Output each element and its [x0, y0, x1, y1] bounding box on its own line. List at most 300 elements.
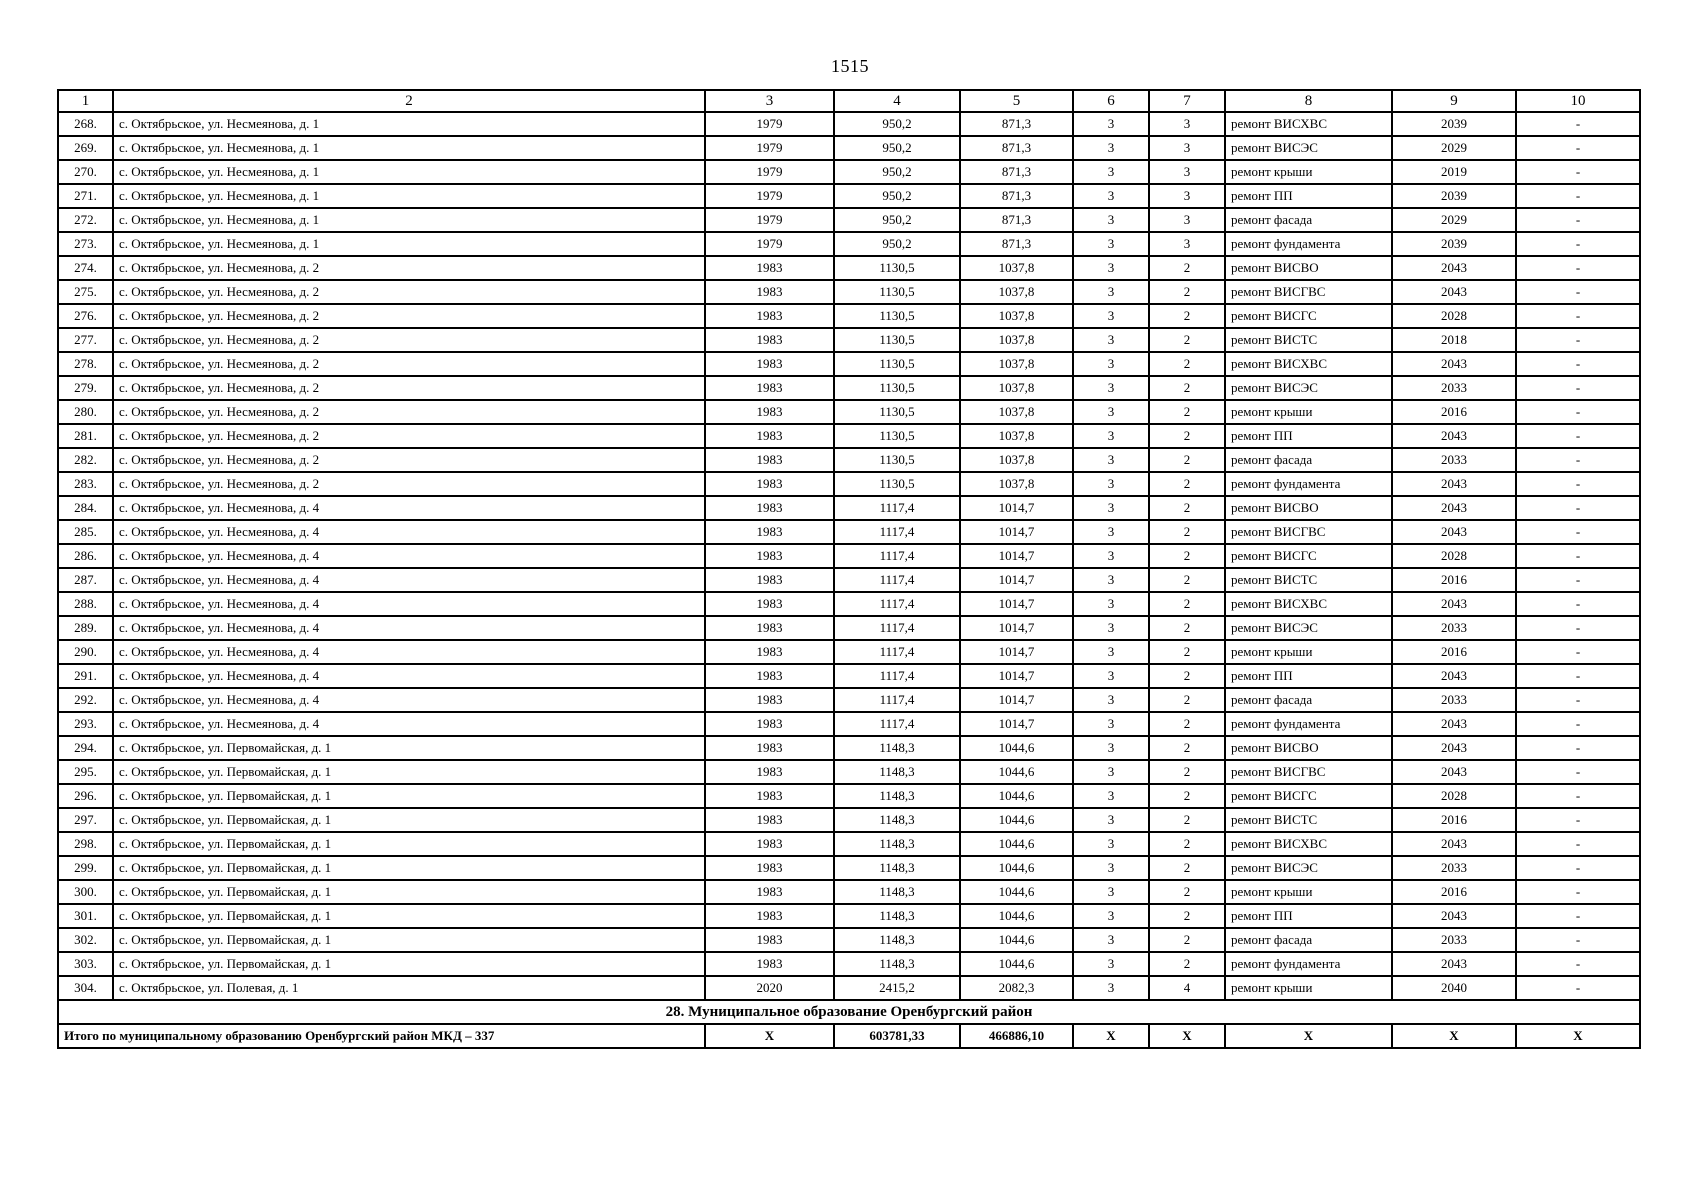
cell-col-5: 1037,8	[960, 472, 1073, 496]
cell-col-5: 1037,8	[960, 400, 1073, 424]
col-header-4: 4	[834, 90, 960, 112]
cell-col-1: 283.	[58, 472, 113, 496]
cell-col-9: 2043	[1392, 760, 1516, 784]
cell-col-1: 296.	[58, 784, 113, 808]
cell-col-4: 2415,2	[834, 976, 960, 1000]
cell-col-9: 2018	[1392, 328, 1516, 352]
table-row	[58, 232, 1640, 256]
cell-col-6: 3	[1073, 448, 1149, 472]
total-col-8: Х	[1225, 1024, 1392, 1048]
cell-col-7: 2	[1149, 256, 1225, 280]
cell-col-7: 3	[1149, 208, 1225, 232]
table-row	[58, 472, 1640, 496]
cell-col-6: 3	[1073, 232, 1149, 256]
table-row	[58, 136, 1640, 160]
cell-col-7: 2	[1149, 640, 1225, 664]
cell-col-6: 3	[1073, 376, 1149, 400]
cell-col-10: -	[1516, 712, 1640, 736]
cell-col-8: ремонт фасада	[1225, 928, 1392, 952]
cell-col-4: 950,2	[834, 232, 960, 256]
cell-col-10: -	[1516, 928, 1640, 952]
cell-col-5: 1037,8	[960, 448, 1073, 472]
col-header-5: 5	[960, 90, 1073, 112]
cell-col-8: ремонт ВИСТС	[1225, 328, 1392, 352]
table-row	[58, 832, 1640, 856]
cell-col-1: 277.	[58, 328, 113, 352]
total-col-4: 603781,33	[834, 1024, 960, 1048]
cell-col-1: 268.	[58, 112, 113, 136]
cell-col-4: 950,2	[834, 208, 960, 232]
cell-col-4: 1148,3	[834, 736, 960, 760]
cell-col-2: с. Октябрьское, ул. Первомайская, д. 1	[113, 952, 705, 976]
cell-col-3: 1983	[705, 760, 834, 784]
cell-col-3: 1983	[705, 832, 834, 856]
cell-col-8: ремонт ВИСЭС	[1225, 376, 1392, 400]
cell-col-6: 3	[1073, 280, 1149, 304]
cell-col-10: -	[1516, 496, 1640, 520]
cell-col-8: ремонт ВИСВО	[1225, 496, 1392, 520]
cell-col-3: 1983	[705, 664, 834, 688]
cell-col-1: 299.	[58, 856, 113, 880]
cell-col-1: 280.	[58, 400, 113, 424]
page-number: 1515	[831, 56, 869, 76]
col-header-7: 7	[1149, 90, 1225, 112]
cell-col-7: 2	[1149, 328, 1225, 352]
cell-col-2: с. Октябрьское, ул. Несмеянова, д. 1	[113, 208, 705, 232]
cell-col-8: ремонт ВИСЭС	[1225, 136, 1392, 160]
cell-col-8: ремонт ВИСЭС	[1225, 616, 1392, 640]
cell-col-7: 3	[1149, 184, 1225, 208]
cell-col-6: 3	[1073, 160, 1149, 184]
col-header-3: 3	[705, 90, 834, 112]
cell-col-4: 950,2	[834, 184, 960, 208]
cell-col-5: 1037,8	[960, 256, 1073, 280]
cell-col-7: 2	[1149, 592, 1225, 616]
cell-col-10: -	[1516, 904, 1640, 928]
cell-col-2: с. Октябрьское, ул. Первомайская, д. 1	[113, 880, 705, 904]
col-header-8: 8	[1225, 90, 1392, 112]
cell-col-3: 1983	[705, 640, 834, 664]
cell-col-10: -	[1516, 736, 1640, 760]
cell-col-7: 2	[1149, 904, 1225, 928]
cell-col-7: 2	[1149, 424, 1225, 448]
cell-col-6: 3	[1073, 304, 1149, 328]
cell-col-6: 3	[1073, 544, 1149, 568]
cell-col-3: 1983	[705, 400, 834, 424]
cell-col-1: 289.	[58, 616, 113, 640]
cell-col-5: 1037,8	[960, 328, 1073, 352]
table-row	[58, 112, 1640, 136]
cell-col-1: 270.	[58, 160, 113, 184]
cell-col-3: 1983	[705, 856, 834, 880]
cell-col-8: ремонт фундамента	[1225, 472, 1392, 496]
cell-col-1: 278.	[58, 352, 113, 376]
cell-col-2: с. Октябрьское, ул. Несмеянова, д. 1	[113, 136, 705, 160]
cell-col-10: -	[1516, 472, 1640, 496]
cell-col-7: 2	[1149, 520, 1225, 544]
cell-col-4: 1130,5	[834, 280, 960, 304]
cell-col-4: 1117,4	[834, 496, 960, 520]
cell-col-5: 871,3	[960, 112, 1073, 136]
cell-col-4: 1117,4	[834, 616, 960, 640]
table-row	[58, 688, 1640, 712]
cell-col-1: 273.	[58, 232, 113, 256]
cell-col-1: 284.	[58, 496, 113, 520]
cell-col-10: -	[1516, 760, 1640, 784]
col-header-6: 6	[1073, 90, 1149, 112]
cell-col-8: ремонт фасада	[1225, 208, 1392, 232]
cell-col-2: с. Октябрьское, ул. Несмеянова, д. 2	[113, 280, 705, 304]
cell-col-1: 292.	[58, 688, 113, 712]
cell-col-3: 1983	[705, 280, 834, 304]
cell-col-9: 2033	[1392, 688, 1516, 712]
table-row	[58, 976, 1640, 1000]
cell-col-5: 1044,6	[960, 856, 1073, 880]
cell-col-4: 950,2	[834, 160, 960, 184]
cell-col-1: 287.	[58, 568, 113, 592]
cell-col-10: -	[1516, 568, 1640, 592]
cell-col-9: 2043	[1392, 352, 1516, 376]
table-row	[58, 328, 1640, 352]
cell-col-2: с. Октябрьское, ул. Несмеянова, д. 2	[113, 400, 705, 424]
cell-col-9: 2033	[1392, 448, 1516, 472]
cell-col-7: 2	[1149, 280, 1225, 304]
col-header-10: 10	[1516, 90, 1640, 112]
cell-col-6: 3	[1073, 688, 1149, 712]
cell-col-8: ремонт ВИСХВС	[1225, 832, 1392, 856]
table-row	[58, 208, 1640, 232]
cell-col-2: с. Октябрьское, ул. Первомайская, д. 1	[113, 832, 705, 856]
cell-col-2: с. Октябрьское, ул. Первомайская, д. 1	[113, 760, 705, 784]
cell-col-3: 1983	[705, 568, 834, 592]
cell-col-8: ремонт крыши	[1225, 160, 1392, 184]
cell-col-8: ремонт фасада	[1225, 448, 1392, 472]
cell-col-10: -	[1516, 808, 1640, 832]
col-header-9: 9	[1392, 90, 1516, 112]
cell-col-7: 2	[1149, 664, 1225, 688]
cell-col-5: 1037,8	[960, 376, 1073, 400]
cell-col-2: с. Октябрьское, ул. Несмеянова, д. 1	[113, 184, 705, 208]
cell-col-10: -	[1516, 952, 1640, 976]
cell-col-6: 3	[1073, 520, 1149, 544]
cell-col-7: 2	[1149, 736, 1225, 760]
cell-col-6: 3	[1073, 760, 1149, 784]
cell-col-6: 3	[1073, 400, 1149, 424]
cell-col-7: 4	[1149, 976, 1225, 1000]
cell-col-2: с. Октябрьское, ул. Несмеянова, д. 2	[113, 352, 705, 376]
cell-col-5: 1014,7	[960, 544, 1073, 568]
cell-col-10: -	[1516, 640, 1640, 664]
cell-col-8: ремонт ВИСХВС	[1225, 112, 1392, 136]
cell-col-7: 2	[1149, 448, 1225, 472]
table-body	[58, 112, 1640, 1000]
cell-col-2: с. Октябрьское, ул. Первомайская, д. 1	[113, 808, 705, 832]
cell-col-1: 301.	[58, 904, 113, 928]
cell-col-6: 3	[1073, 352, 1149, 376]
cell-col-4: 1130,5	[834, 256, 960, 280]
cell-col-6: 3	[1073, 256, 1149, 280]
cell-col-9: 2043	[1392, 952, 1516, 976]
cell-col-10: -	[1516, 400, 1640, 424]
cell-col-8: ремонт ВИСГС	[1225, 784, 1392, 808]
cell-col-5: 1044,6	[960, 904, 1073, 928]
cell-col-1: 302.	[58, 928, 113, 952]
cell-col-4: 1117,4	[834, 640, 960, 664]
cell-col-1: 304.	[58, 976, 113, 1000]
cell-col-7: 2	[1149, 400, 1225, 424]
cell-col-3: 1983	[705, 712, 834, 736]
cell-col-4: 1130,5	[834, 376, 960, 400]
cell-col-5: 1014,7	[960, 640, 1073, 664]
cell-col-6: 3	[1073, 832, 1149, 856]
table-row	[58, 784, 1640, 808]
cell-col-3: 1983	[705, 616, 834, 640]
cell-col-8: ремонт фундамента	[1225, 712, 1392, 736]
cell-col-9: 2033	[1392, 376, 1516, 400]
cell-col-2: с. Октябрьское, ул. Несмеянова, д. 4	[113, 496, 705, 520]
cell-col-6: 3	[1073, 568, 1149, 592]
cell-col-8: ремонт фундамента	[1225, 952, 1392, 976]
cell-col-7: 2	[1149, 952, 1225, 976]
cell-col-6: 3	[1073, 664, 1149, 688]
cell-col-3: 1983	[705, 544, 834, 568]
total-col-3: Х	[705, 1024, 834, 1048]
cell-col-3: 1979	[705, 208, 834, 232]
cell-col-10: -	[1516, 544, 1640, 568]
total-col-6: Х	[1073, 1024, 1149, 1048]
cell-col-5: 1014,7	[960, 616, 1073, 640]
cell-col-5: 1037,8	[960, 280, 1073, 304]
cell-col-6: 3	[1073, 976, 1149, 1000]
cell-col-5: 871,3	[960, 136, 1073, 160]
cell-col-4: 1148,3	[834, 832, 960, 856]
cell-col-1: 285.	[58, 520, 113, 544]
table-row	[58, 304, 1640, 328]
table-row	[58, 376, 1640, 400]
cell-col-7: 2	[1149, 496, 1225, 520]
cell-col-2: с. Октябрьское, ул. Несмеянова, д. 2	[113, 424, 705, 448]
cell-col-9: 2043	[1392, 904, 1516, 928]
table-row	[58, 544, 1640, 568]
cell-col-9: 2043	[1392, 280, 1516, 304]
cell-col-4: 1117,4	[834, 568, 960, 592]
cell-col-3: 1983	[705, 592, 834, 616]
cell-col-8: ремонт фасада	[1225, 688, 1392, 712]
cell-col-8: ремонт ВИСХВС	[1225, 592, 1392, 616]
cell-col-8: ремонт ВИСГВС	[1225, 280, 1392, 304]
cell-col-5: 1044,6	[960, 784, 1073, 808]
table-row	[58, 520, 1640, 544]
cell-col-10: -	[1516, 448, 1640, 472]
table-row	[58, 160, 1640, 184]
cell-col-3: 1983	[705, 352, 834, 376]
cell-col-5: 1044,6	[960, 928, 1073, 952]
cell-col-1: 276.	[58, 304, 113, 328]
cell-col-10: -	[1516, 304, 1640, 328]
table-row	[58, 712, 1640, 736]
cell-col-5: 1014,7	[960, 520, 1073, 544]
table-row	[58, 568, 1640, 592]
cell-col-10: -	[1516, 376, 1640, 400]
cell-col-3: 1983	[705, 328, 834, 352]
cell-col-6: 3	[1073, 952, 1149, 976]
cell-col-3: 1979	[705, 112, 834, 136]
cell-col-4: 1130,5	[834, 448, 960, 472]
cell-col-4: 1130,5	[834, 328, 960, 352]
cell-col-9: 2016	[1392, 640, 1516, 664]
cell-col-5: 1014,7	[960, 688, 1073, 712]
cell-col-9: 2039	[1392, 112, 1516, 136]
table-row	[58, 808, 1640, 832]
cell-col-6: 3	[1073, 328, 1149, 352]
col-header-1: 1	[58, 90, 113, 112]
total-col-5: 466886,10	[960, 1024, 1073, 1048]
cell-col-8: ремонт ВИСЭС	[1225, 856, 1392, 880]
cell-col-10: -	[1516, 976, 1640, 1000]
cell-col-4: 1117,4	[834, 712, 960, 736]
cell-col-10: -	[1516, 256, 1640, 280]
cell-col-5: 1014,7	[960, 712, 1073, 736]
cell-col-7: 3	[1149, 136, 1225, 160]
cell-col-4: 1148,3	[834, 856, 960, 880]
cell-col-5: 1014,7	[960, 592, 1073, 616]
table-row	[58, 880, 1640, 904]
cell-col-3: 1979	[705, 136, 834, 160]
cell-col-6: 3	[1073, 880, 1149, 904]
cell-col-9: 2028	[1392, 784, 1516, 808]
cell-col-10: -	[1516, 592, 1640, 616]
cell-col-5: 1037,8	[960, 304, 1073, 328]
capital-repair-table	[57, 89, 1641, 1049]
cell-col-7: 3	[1149, 160, 1225, 184]
cell-col-4: 1148,3	[834, 808, 960, 832]
cell-col-7: 2	[1149, 616, 1225, 640]
cell-col-6: 3	[1073, 640, 1149, 664]
cell-col-5: 1037,8	[960, 424, 1073, 448]
cell-col-9: 2043	[1392, 712, 1516, 736]
cell-col-9: 2028	[1392, 304, 1516, 328]
cell-col-6: 3	[1073, 856, 1149, 880]
cell-col-1: 297.	[58, 808, 113, 832]
cell-col-1: 293.	[58, 712, 113, 736]
cell-col-10: -	[1516, 208, 1640, 232]
cell-col-1: 279.	[58, 376, 113, 400]
cell-col-9: 2033	[1392, 856, 1516, 880]
cell-col-5: 2082,3	[960, 976, 1073, 1000]
table-row	[58, 424, 1640, 448]
cell-col-2: с. Октябрьское, ул. Первомайская, д. 1	[113, 856, 705, 880]
cell-col-3: 1983	[705, 256, 834, 280]
cell-col-9: 2016	[1392, 568, 1516, 592]
cell-col-7: 2	[1149, 832, 1225, 856]
cell-col-2: с. Октябрьское, ул. Первомайская, д. 1	[113, 928, 705, 952]
cell-col-5: 1014,7	[960, 496, 1073, 520]
cell-col-1: 298.	[58, 832, 113, 856]
cell-col-7: 2	[1149, 712, 1225, 736]
table-row	[58, 496, 1640, 520]
total-col-10: Х	[1516, 1024, 1640, 1048]
cell-col-9: 2040	[1392, 976, 1516, 1000]
cell-col-8: ремонт ВИСВО	[1225, 256, 1392, 280]
cell-col-7: 2	[1149, 808, 1225, 832]
table-row	[58, 736, 1640, 760]
cell-col-1: 291.	[58, 664, 113, 688]
cell-col-3: 1983	[705, 496, 834, 520]
cell-col-9: 2016	[1392, 808, 1516, 832]
cell-col-5: 871,3	[960, 184, 1073, 208]
cell-col-7: 2	[1149, 760, 1225, 784]
cell-col-8: ремонт ВИСХВС	[1225, 352, 1392, 376]
cell-col-8: ремонт ПП	[1225, 424, 1392, 448]
cell-col-9: 2028	[1392, 544, 1516, 568]
cell-col-10: -	[1516, 184, 1640, 208]
cell-col-9: 2043	[1392, 256, 1516, 280]
cell-col-9: 2039	[1392, 184, 1516, 208]
cell-col-9: 2043	[1392, 520, 1516, 544]
table-row	[58, 640, 1640, 664]
table-row	[58, 952, 1640, 976]
cell-col-5: 871,3	[960, 160, 1073, 184]
cell-col-10: -	[1516, 880, 1640, 904]
cell-col-10: -	[1516, 136, 1640, 160]
section-title: 28. Муниципальное образование Оренбургский район	[58, 1000, 1640, 1024]
cell-col-9: 2016	[1392, 880, 1516, 904]
cell-col-5: 1044,6	[960, 880, 1073, 904]
cell-col-8: ремонт ПП	[1225, 904, 1392, 928]
cell-col-2: с. Октябрьское, ул. Полевая, д. 1	[113, 976, 705, 1000]
cell-col-10: -	[1516, 856, 1640, 880]
cell-col-1: 275.	[58, 280, 113, 304]
table-row	[58, 352, 1640, 376]
col-header-2: 2	[113, 90, 705, 112]
cell-col-9: 2043	[1392, 832, 1516, 856]
cell-col-2: с. Октябрьское, ул. Первомайская, д. 1	[113, 784, 705, 808]
cell-col-3: 1983	[705, 952, 834, 976]
cell-col-6: 3	[1073, 184, 1149, 208]
cell-col-2: с. Октябрьское, ул. Несмеянова, д. 1	[113, 232, 705, 256]
cell-col-6: 3	[1073, 592, 1149, 616]
cell-col-2: с. Октябрьское, ул. Несмеянова, д. 2	[113, 376, 705, 400]
cell-col-3: 1983	[705, 304, 834, 328]
cell-col-1: 294.	[58, 736, 113, 760]
cell-col-5: 1044,6	[960, 808, 1073, 832]
total-label: Итого по муниципальному образованию Оренбургский район МКД – 337	[58, 1024, 705, 1048]
cell-col-4: 1130,5	[834, 400, 960, 424]
cell-col-3: 1979	[705, 232, 834, 256]
cell-col-7: 2	[1149, 856, 1225, 880]
cell-col-9: 2043	[1392, 496, 1516, 520]
cell-col-7: 2	[1149, 688, 1225, 712]
cell-col-1: 303.	[58, 952, 113, 976]
cell-col-8: ремонт ВИСТС	[1225, 568, 1392, 592]
table-row	[58, 664, 1640, 688]
table-row	[58, 760, 1640, 784]
total-col-9: Х	[1392, 1024, 1516, 1048]
cell-col-3: 1983	[705, 448, 834, 472]
table-row	[58, 280, 1640, 304]
cell-col-3: 1983	[705, 784, 834, 808]
cell-col-3: 1983	[705, 376, 834, 400]
cell-col-1: 274.	[58, 256, 113, 280]
cell-col-6: 3	[1073, 136, 1149, 160]
cell-col-3: 1983	[705, 928, 834, 952]
cell-col-2: с. Октябрьское, ул. Несмеянова, д. 2	[113, 304, 705, 328]
cell-col-6: 3	[1073, 112, 1149, 136]
cell-col-2: с. Октябрьское, ул. Несмеянова, д. 1	[113, 160, 705, 184]
cell-col-1: 290.	[58, 640, 113, 664]
cell-col-4: 1130,5	[834, 424, 960, 448]
cell-col-6: 3	[1073, 784, 1149, 808]
